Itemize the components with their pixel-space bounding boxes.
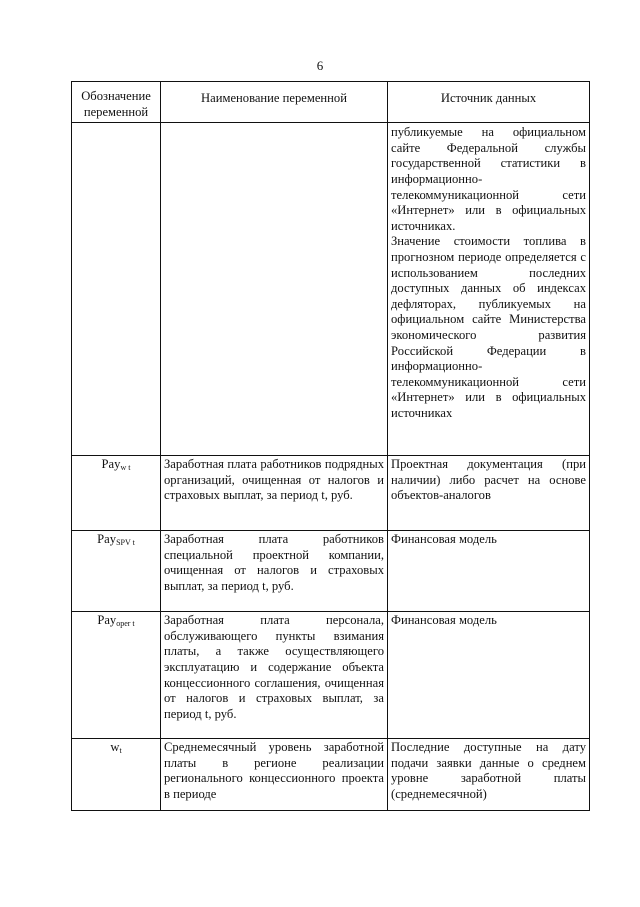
header-name: Наименование переменной [161,82,388,123]
source-cell [388,123,590,456]
source-cell: Проектная документация (при наличии) либо расчет на основе объектов-аналогов [388,456,590,531]
symbol-base: w [110,740,120,755]
name-cell [161,123,388,456]
page-number: 6 [316,58,324,73]
name-cell: Заработная плата работников подрядных организаций, очищенная от налогов и страховых выплат, за период t, руб. [161,456,388,531]
source-paragraph: Значение стоимости топлива в прогнозном периоде определяется с использованием последних доступных данных об индексах дефляторах, публикуемых на официальном сайте Министерства экономического развития Российской Федерации в информационно-телекоммуникационной сети «Интернет» или в официальных источниках [391,234,586,420]
table-row [72,456,590,531]
symbol-cell [72,739,161,811]
symbol-cell [72,612,161,739]
symbol-cell [72,456,161,531]
symbol-base: Pay [97,613,117,628]
table-row [72,612,590,739]
table-row [72,531,590,612]
symbol-subscript: w t [120,463,131,473]
source-paragraph: публикуемые на официальном сайте Федеральной службы государственной статистики в информационно-телекоммуникационной сети «Интернет» или в официальных источниках. [391,125,586,233]
name-cell: Среднемесячный уровень заработной платы в регионе реализации регионального концессионного проекта в периоде [161,739,388,811]
header-symbol: Обозначение переменной [72,82,161,123]
symbol-cell [72,123,161,456]
source-cell: Последние доступные на дату подачи заявки данные о среднем уровне заработной платы (среднемесячной) [388,739,590,811]
table-row [72,739,590,811]
source-cell: Финансовая модель [388,612,590,739]
symbol-subscript: t [119,746,122,756]
source-cell: Финансовая модель [388,531,590,612]
symbol-base: Pay [97,532,117,547]
symbol-subscript: SPV t [116,538,135,548]
symbol-base: Pay [101,457,121,472]
variables-table [71,81,590,811]
symbol-subscript: oper t [116,619,135,629]
name-cell: Заработная плата персонала, обслуживающего пункты взимания платы, а также осуществляющего эксплуатацию и содержание объекта концессионного соглашения, очищенная от налогов и страховых выплат, за период t, руб. [161,612,388,739]
table-row [72,123,590,456]
name-cell: Заработная плата работников специальной проектной компании, очищенная от налогов и страховых выплат, за период t, руб. [161,531,388,612]
table-header-row [72,82,590,123]
symbol-cell [72,531,161,612]
header-source: Источник данных [388,82,590,123]
